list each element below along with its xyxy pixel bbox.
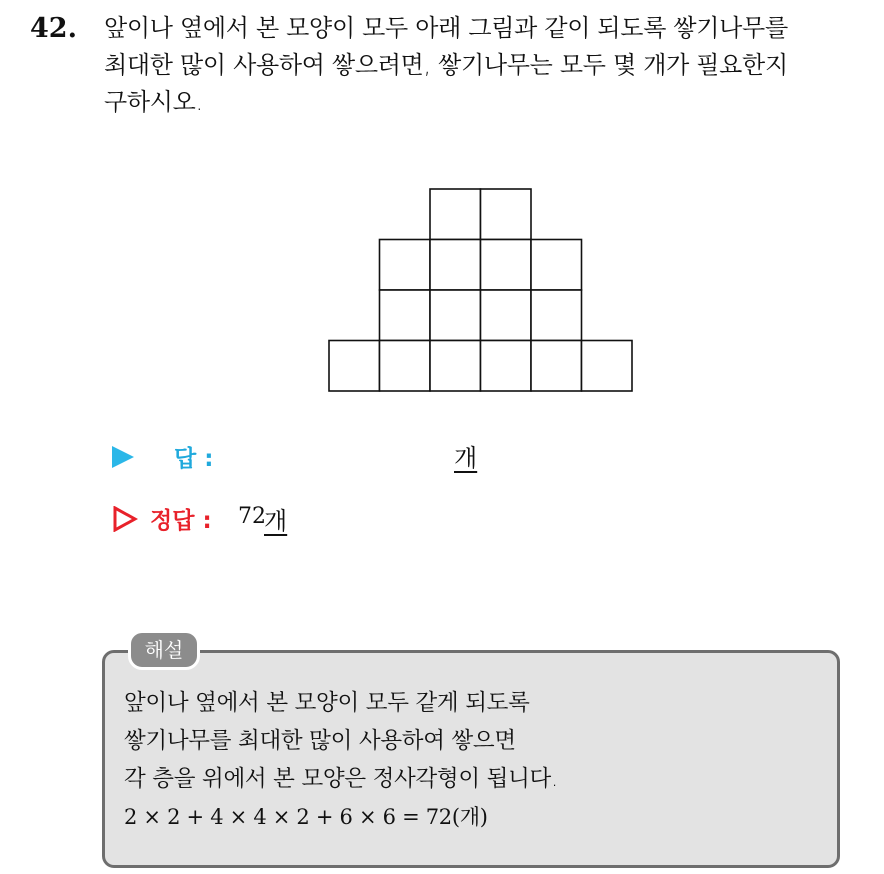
question-number: 42. xyxy=(30,13,77,44)
block-cell xyxy=(481,240,532,291)
block-cell xyxy=(430,240,481,291)
block-cell xyxy=(430,290,481,341)
answer-unit: 개 xyxy=(454,444,478,472)
block-figure xyxy=(326,186,636,396)
correct-answer-row xyxy=(112,500,532,540)
question-line: 구하시오. xyxy=(104,88,203,116)
answer-label: 답 : xyxy=(174,446,214,472)
explanation-line: 쌓기나무를 최대한 많이 사용하여 쌓으면 xyxy=(124,728,516,754)
block-cell xyxy=(531,341,582,392)
outline-triangle-icon xyxy=(112,506,138,532)
correct-answer-unit: 개 xyxy=(264,507,288,535)
correct-answer-value: 72 xyxy=(238,504,266,529)
explanation-formula: 2 × 2 + 4 × 4 × 2 + 6 × 6 = 72(개) xyxy=(124,805,488,829)
block-cell xyxy=(430,341,481,392)
block-cell xyxy=(380,290,431,341)
explanation-tag: 해설 xyxy=(128,630,200,670)
question-line: 앞이나 옆에서 본 모양이 모두 아래 그림과 같이 되도록 쌓기나무를 xyxy=(104,14,788,42)
block-cell xyxy=(481,290,532,341)
block-cell xyxy=(380,341,431,392)
play-triangle-icon xyxy=(112,446,134,468)
correct-answer-label: 정답 : xyxy=(150,508,212,534)
question-line: 최대한 많이 사용하여 쌓으려면, 쌓기나무는 모두 몇 개가 필요한지 xyxy=(104,51,788,79)
explanation-line: 각 층을 위에서 본 모양은 정사각형이 됩니다. xyxy=(124,766,558,792)
block-cell xyxy=(481,189,532,240)
block-cell xyxy=(531,240,582,291)
block-cell xyxy=(481,341,532,392)
block-cell xyxy=(430,189,481,240)
block-cell xyxy=(380,240,431,291)
block-cell xyxy=(531,290,582,341)
question-text xyxy=(104,10,874,121)
block-cell xyxy=(329,341,380,392)
explanation-text xyxy=(124,684,824,836)
answer-row xyxy=(112,438,532,478)
block-cell xyxy=(582,341,633,392)
explanation-line: 앞이나 옆에서 본 모양이 모두 같게 되도록 xyxy=(124,690,530,716)
